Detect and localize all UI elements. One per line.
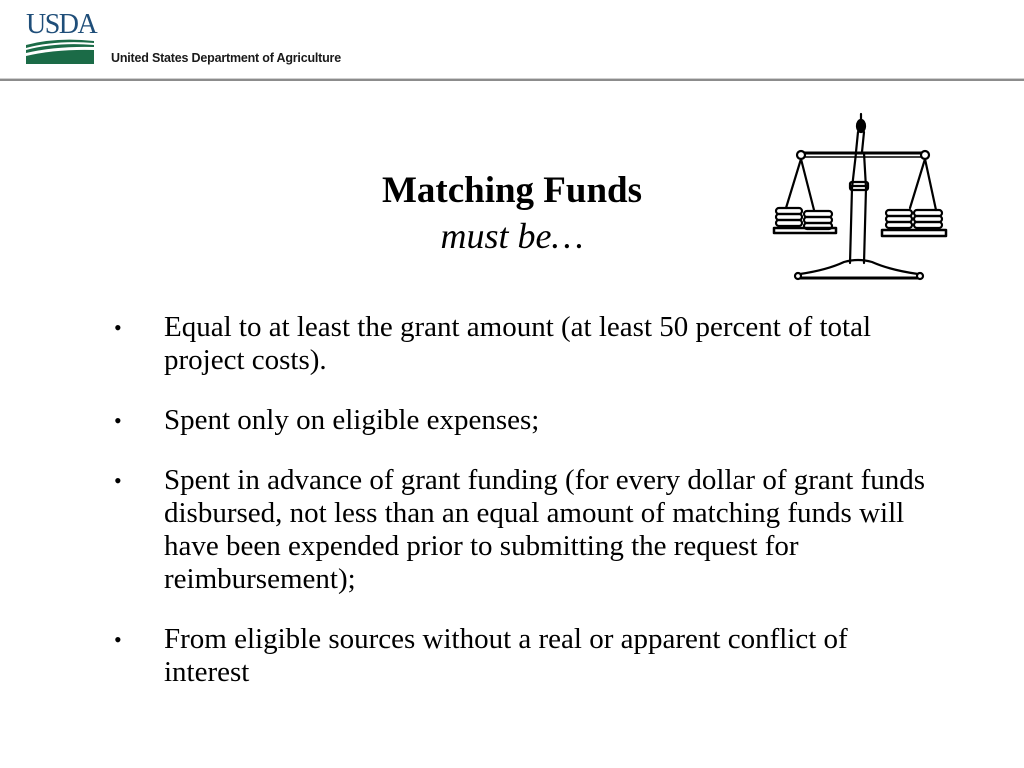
bullet-item (110, 404, 930, 437)
usda-logo (26, 9, 97, 64)
bullet-text: Equal to at least the grant amount (at least 50 percent of total project costs). (164, 311, 872, 376)
header-divider (0, 78, 1024, 81)
bullet-item (110, 464, 930, 596)
bullet-list (110, 311, 930, 716)
slide-title: Matching Funds (381, 170, 643, 211)
bullet-marker: • (114, 627, 122, 652)
bullet-text: Spent only on eligible expenses; (164, 404, 540, 436)
bullet-marker: • (114, 468, 122, 493)
usda-field-icon (26, 39, 94, 64)
bullet-item (110, 311, 930, 377)
slide-subtitle: must be… (440, 216, 584, 256)
header (0, 0, 1024, 80)
agency-name: United States Department of Agriculture (111, 51, 341, 65)
usda-logo-text: USDA (26, 9, 97, 40)
bullet-text: Spent in advance of grant funding (for every dollar of grant funds disbursed, not less than an equal amount of matching funds will have been expended prior to submitting the request for reimbursement); (164, 464, 926, 595)
bullet-item (110, 623, 930, 689)
bullet-text: From eligible sources without a real or apparent conflict of interest (164, 623, 848, 688)
bullet-marker: • (114, 315, 122, 340)
bullet-marker: • (114, 408, 122, 433)
balance-scale-icon (772, 108, 952, 288)
